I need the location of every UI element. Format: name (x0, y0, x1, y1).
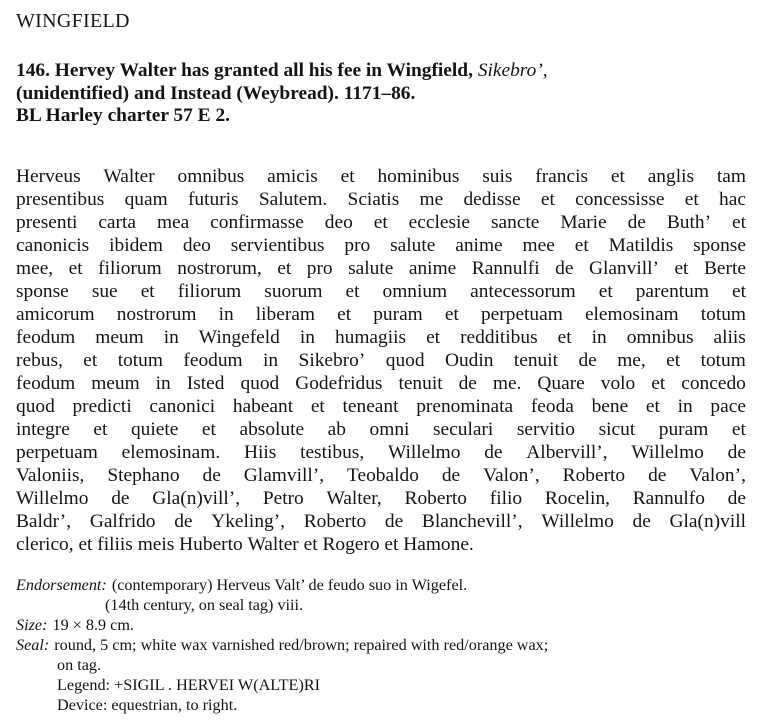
charter-word: Godefridus (295, 373, 383, 394)
heading-line-2: (unidentified) and Instead (Weybread). 1171–86. (16, 82, 416, 104)
charter-word: Petro (262, 488, 304, 509)
charter-word: redditibus (460, 327, 538, 348)
charter-word: hominibus (377, 166, 460, 187)
charter-word: de (441, 465, 461, 486)
charter-line (16, 234, 746, 257)
charter-word: Glanvill’ (588, 258, 659, 279)
charter-word: Matildis (608, 235, 674, 256)
charter-word: Willelmo (631, 442, 704, 463)
charter-word: absolute (239, 419, 305, 440)
charter-word: tenuit (398, 373, 443, 394)
charter-word: Oudin (444, 350, 494, 371)
charter-word: Buth’ (666, 212, 712, 233)
charter-word: teneant (342, 396, 399, 417)
charter-word: quod (385, 350, 425, 371)
charter-word: de (727, 442, 746, 463)
charter-word: sicut (598, 419, 636, 440)
seal-device-row (16, 695, 756, 715)
charter-word: elemosinam (584, 304, 679, 325)
charter-word: Gla(n)vill’, (152, 488, 241, 509)
charter-word: dedisse (463, 189, 521, 210)
charter-word: de (627, 212, 646, 233)
charter-word: de (648, 465, 667, 486)
charter-word: filio (489, 488, 523, 509)
charter-word: humagiis (334, 327, 407, 348)
charter-word: perpetuam (480, 304, 563, 325)
charter-word: de (458, 373, 477, 394)
charter-word: totum (117, 350, 163, 371)
charter-word: de (484, 442, 503, 463)
charter-word: et (574, 235, 589, 256)
seal-label: Seal: (16, 636, 50, 654)
charter-word: et (731, 281, 746, 302)
charter-word: puram (658, 419, 709, 440)
charter-word: Rannulfo (632, 488, 705, 509)
charter-word: concessisse (575, 189, 665, 210)
charter-word: de (111, 488, 130, 509)
seal-description: round, 5 cm; white wax varnished red/brown; repaired with red/orange wax; (54, 636, 549, 654)
charter-word: Teobaldo (347, 465, 419, 486)
charter-word: Salutem. (258, 189, 328, 210)
charter-word: presentibus (16, 189, 105, 210)
charter-word: Roberto (562, 465, 626, 486)
seal-legend: Legend: +SIGIL . HERVEI W(ALTE)RI (57, 676, 321, 694)
charter-word: et (651, 373, 666, 394)
seal-description-2: on tag. (57, 656, 102, 674)
charter-word: mee (522, 235, 555, 256)
seal-device: Device: equestrian, to right. (57, 696, 238, 714)
charter-word: Glamvill’, (243, 465, 325, 486)
charter-word: feodum (16, 373, 76, 394)
charter-word: salute (348, 258, 394, 279)
charter-word: de (384, 511, 404, 532)
charter-word: canonicis (16, 235, 90, 256)
charter-word: deo (324, 212, 353, 233)
charter-word: in (163, 327, 179, 348)
charter-word: ecclesie (408, 212, 471, 233)
charter-word: tam (716, 166, 746, 187)
charter-word: rebus, (16, 350, 63, 371)
charter-word: deo (182, 235, 211, 256)
charter-line (16, 441, 746, 464)
endorsement-row-2 (16, 595, 756, 615)
charter-word: predicti (72, 396, 132, 417)
charter-word: meum (91, 373, 140, 394)
charter-word: clerico, (16, 534, 74, 555)
charter-word: feodum (16, 327, 76, 348)
charter-word: omnibus (177, 166, 245, 187)
charter-word: nostrorum (116, 304, 197, 325)
charter-word: et (684, 189, 699, 210)
charter-word: de (727, 488, 746, 509)
charter-word: elemosinam. (121, 442, 221, 463)
charter-word: Hiis (243, 442, 277, 463)
charter-line (16, 211, 746, 234)
charter-word: Walter (247, 534, 299, 555)
charter-word: et (610, 166, 625, 187)
charter-word: parentum (635, 281, 709, 302)
charter-word: et (557, 327, 572, 348)
charter-word: Herveus (16, 166, 81, 187)
charter-word: omnibus (626, 327, 694, 348)
charter-word: Walter, (326, 488, 382, 509)
charter-word: pro (306, 258, 333, 279)
charter-word: et (674, 258, 689, 279)
charter-word: anime (408, 258, 457, 279)
charter-word: carta (98, 212, 136, 233)
charter-word: sancte (490, 212, 540, 233)
charter-word: et (303, 534, 318, 555)
charter-word: quod (16, 396, 55, 417)
charter-line (16, 280, 746, 303)
heading-italic-place: Sikebro’, (477, 60, 548, 81)
charter-word: de (578, 350, 597, 371)
charter-word: sponse (693, 235, 746, 256)
endorsement-label: Endorsement: (16, 576, 107, 594)
charter-word: Gla(n)vill (669, 511, 746, 532)
charter-word: concedo (681, 373, 746, 394)
charter-word: et (93, 419, 108, 440)
charter-word: Walter (103, 166, 155, 187)
charter-word: canonici (149, 396, 216, 417)
charter-word: et (731, 419, 746, 440)
charter-word: meis (137, 534, 175, 555)
charter-word: filiis (97, 534, 133, 555)
seal-row (16, 635, 756, 655)
charter-word: confirmasse (210, 212, 304, 233)
charter-word: habeant (232, 396, 294, 417)
heading-title-text: 146. Hervey Walter has granted all his fee in Wingfield, (16, 60, 473, 81)
charter-word: et (345, 281, 360, 302)
charter-word: presenti (16, 212, 78, 233)
charter-word: et (277, 258, 292, 279)
charter-word: Wingefeld (198, 327, 280, 348)
charter-line (16, 165, 746, 188)
charter-word: tenuit (513, 350, 559, 371)
charter-word: et (598, 281, 613, 302)
charter-word: quam (124, 189, 168, 210)
charter-word: et (78, 534, 93, 555)
charter-word: mea (156, 212, 190, 233)
charter-word: anime (455, 235, 503, 256)
charter-word: futuris (187, 189, 239, 210)
charter-word: et (373, 212, 388, 233)
charter-word: seculari (432, 419, 494, 440)
charter-word: et (310, 396, 325, 417)
charter-word: amicorum (16, 304, 95, 325)
charter-word: me, (617, 350, 646, 371)
charter-word: et (426, 327, 441, 348)
charter-word: in (591, 327, 607, 348)
charter-word: quiete (130, 419, 179, 440)
heading-source-reference: BL Harley charter 57 E 2. (16, 105, 230, 126)
charter-word: Baldr’, (16, 511, 72, 532)
charter-word: et (666, 350, 681, 371)
charter-word: omnium (382, 281, 448, 302)
charter-notes (16, 575, 756, 715)
charter-line (16, 257, 746, 280)
charter-word: Berte (703, 258, 746, 279)
charter-word: Willelmo (541, 511, 614, 532)
charter-word: bene (591, 396, 629, 417)
charter-word: Hamone. (403, 534, 474, 555)
charter-line (16, 533, 746, 556)
heading-line-1 (16, 60, 548, 83)
charter-heading (16, 60, 548, 128)
charter-word: hac (719, 189, 746, 210)
charter-word: et (337, 304, 352, 325)
charter-word: Marie (560, 212, 607, 233)
charter-word: me (419, 189, 444, 210)
charter-line (16, 349, 746, 372)
charter-word: me. (492, 373, 522, 394)
charter-word: suis (482, 166, 513, 187)
charter-word: in (218, 304, 234, 325)
charter-word: sue (91, 281, 118, 302)
charter-word: Rocelin, (544, 488, 610, 509)
charter-word: Roberto (303, 511, 367, 532)
charter-word: et (444, 304, 459, 325)
charter-word: Valon’, (483, 465, 540, 486)
charter-word: et (731, 212, 746, 233)
size-value: 19 × 8.9 cm. (52, 616, 134, 634)
size-row (16, 615, 756, 635)
charter-text (16, 165, 746, 556)
charter-word: Valoniis, (16, 465, 85, 486)
endorsement-text: (contemporary) Herveus Valt’ de feudo suo in Wigefel. (111, 576, 468, 594)
charter-word: ab (327, 419, 346, 440)
charter-word: in (155, 373, 171, 394)
charter-word: Isted (186, 373, 225, 394)
charter-word: Rannulfi (471, 258, 540, 279)
charter-word: in (677, 396, 693, 417)
charter-word: antecessorum (470, 281, 576, 302)
charter-word: de (632, 511, 651, 532)
charter-word: amicis (267, 166, 318, 187)
charter-word: de (202, 465, 221, 486)
charter-word: Huberto (179, 534, 243, 555)
charter-word: pro (344, 235, 371, 256)
charter-word: feodum (183, 350, 243, 371)
charter-word: feoda (530, 396, 574, 417)
charter-word: Rogero (322, 534, 380, 555)
charter-word: de (174, 511, 193, 532)
charter-word: quod (240, 373, 280, 394)
charter-line (16, 188, 746, 211)
charter-word: totum (700, 350, 746, 371)
charter-word: volo (600, 373, 636, 394)
charter-word: et (384, 534, 399, 555)
charter-word: Stephano (107, 465, 180, 486)
charter-word: ibidem (109, 235, 163, 256)
charter-word: Roberto (404, 488, 467, 509)
charter-word: Quare (537, 373, 585, 394)
charter-word: Sikebro’ (298, 350, 366, 371)
charter-line (16, 372, 746, 395)
charter-line (16, 487, 746, 510)
endorsement-row (16, 575, 756, 595)
charter-line (16, 510, 746, 533)
charter-word: in (299, 327, 315, 348)
seal-row-2 (16, 655, 756, 675)
charter-word: totum (700, 304, 746, 325)
charter-word: suorum (264, 281, 323, 302)
charter-line (16, 464, 746, 487)
charter-line (16, 303, 746, 326)
charter-line (16, 418, 746, 441)
charter-word: liberam (255, 304, 315, 325)
charter-line (16, 326, 746, 349)
charter-word: meum (95, 327, 144, 348)
endorsement-text-2: (14th century, on seal tag) viii. (105, 596, 304, 614)
charter-word: filiorum (177, 281, 242, 302)
charter-word: et (645, 396, 660, 417)
charter-word: integre (16, 419, 70, 440)
seal-legend-row (16, 675, 756, 695)
charter-word: testibus, (300, 442, 365, 463)
charter-word: et (201, 419, 216, 440)
charter-word: et (68, 258, 83, 279)
charter-word: aliis (713, 327, 746, 348)
charter-line (16, 395, 746, 418)
charter-word: Blanchevill’, (421, 511, 523, 532)
charter-word: filiorum (98, 258, 162, 279)
charter-word: nostrorum, (177, 258, 262, 279)
charter-word: puram (373, 304, 423, 325)
charter-word: in (263, 350, 279, 371)
charter-word: et (540, 189, 555, 210)
running-head: WINGFIELD (16, 10, 130, 32)
charter-word: francis (535, 166, 589, 187)
charter-word: Ykeling’, (211, 511, 286, 532)
charter-word: servitio (516, 419, 576, 440)
charter-word: Albervill’, (526, 442, 608, 463)
size-label: Size: (16, 616, 48, 634)
charter-word: anglis (647, 166, 695, 187)
charter-word: omni (369, 419, 410, 440)
charter-word: mee, (16, 258, 54, 279)
charter-word: Valon’, (689, 465, 746, 486)
charter-word: de (555, 258, 574, 279)
charter-word: et (83, 350, 98, 371)
charter-word: et (140, 281, 155, 302)
charter-word: sponse (16, 281, 69, 302)
charter-word: Galfrido (89, 511, 156, 532)
charter-word: Willelmo (387, 442, 461, 463)
charter-word: salute (390, 235, 436, 256)
charter-word: pace (710, 396, 746, 417)
charter-word: Sciatis (347, 189, 400, 210)
charter-word: Willelmo (16, 488, 89, 509)
charter-word: prenominata (416, 396, 514, 417)
charter-word: et (340, 166, 355, 187)
charter-word: perpetuam (16, 442, 98, 463)
charter-word: servientibus (230, 235, 325, 256)
